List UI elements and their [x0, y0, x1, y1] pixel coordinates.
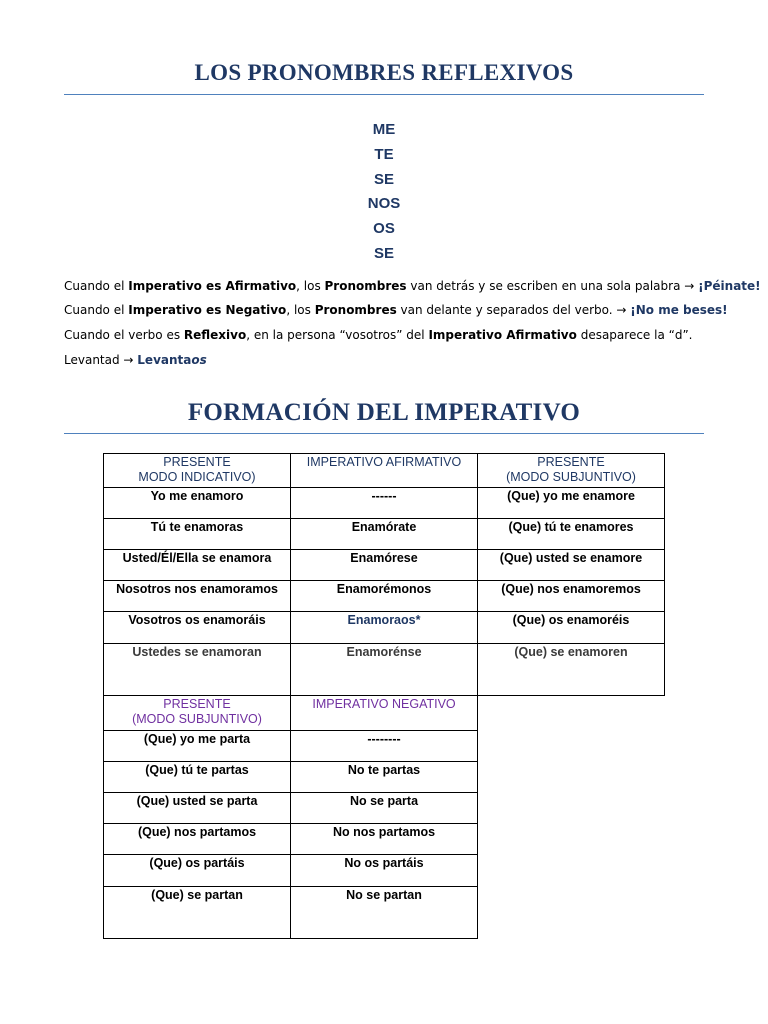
header-line: PRESENTE: [163, 455, 231, 469]
rule-reflexive-paragraph: [64, 327, 724, 343]
table-cell: (Que) usted se parta: [104, 792, 291, 823]
table-cell: Enamorénse: [291, 644, 478, 696]
header-line: PRESENTE: [163, 697, 231, 711]
bold-text: Pronombres: [324, 279, 407, 293]
table-row: [104, 612, 665, 644]
table-cell: No te partas: [291, 761, 478, 792]
bold-text: Pronombres: [314, 303, 397, 317]
bold-text: Imperativo es Negativo: [128, 303, 287, 317]
table-cell: Nosotros nos enamoramos: [104, 581, 291, 612]
text: Cuando el verbo es: [64, 328, 184, 342]
table-row: [104, 488, 665, 519]
table-cell: --------: [291, 730, 478, 761]
header-line: MODO INDICATIVO): [138, 470, 256, 484]
pronoun-item: SE: [373, 170, 394, 188]
table-row: [104, 644, 665, 696]
table-cell: Yo me enamoro: [104, 488, 291, 519]
table-cell: (Que) os partáis: [104, 854, 291, 886]
table-cell: No os partáis: [291, 854, 478, 886]
table-cell: Enamoraos*: [291, 612, 478, 644]
header-line: (MODO SUBJUNTIVO): [506, 470, 636, 484]
table-cell: Ustedes se enamoran: [104, 644, 291, 696]
table-cell: Enamorémonos: [291, 581, 478, 612]
text: desaparece la “d”.: [576, 328, 693, 342]
negative-table: [103, 696, 478, 939]
table-cell: (Que) nos enamoremos: [478, 581, 665, 612]
table-cell: Tú te enamoras: [104, 519, 291, 550]
table-cell: Enamórese: [291, 550, 478, 581]
example-paragraph: [64, 352, 724, 368]
table-row: [104, 730, 478, 761]
table-cell: (Que) os enamoréis: [478, 612, 665, 644]
table-cell: (Que) se enamoren: [478, 644, 665, 696]
section-title: FORMACIÓN DEL IMPERATIVO: [187, 399, 581, 426]
table-cell: No nos partamos: [291, 823, 478, 854]
example-text: ¡No me beses!: [630, 303, 728, 317]
text: Cuando el: [64, 279, 129, 293]
rule-negative-paragraph: [64, 302, 728, 318]
table-row: [104, 823, 478, 854]
bold-text: Imperativo Afirmativo: [428, 328, 577, 342]
table-row: [104, 550, 665, 581]
header-line: (MODO SUBJUNTIVO): [132, 712, 262, 726]
table-cell: (Que) se partan: [104, 886, 291, 938]
table-cell: Vosotros os enamoráis: [104, 612, 291, 644]
table-row: [104, 581, 665, 612]
table-cell: (Que) yo me enamore: [478, 488, 665, 519]
table-cell: No se parta: [291, 792, 478, 823]
affirmative-table: [103, 453, 665, 696]
text: Cuando el: [64, 303, 129, 317]
pronoun-item: TE: [374, 145, 394, 163]
table-row: [104, 854, 478, 886]
header-line: PRESENTE: [537, 455, 605, 469]
bold-text: Reflexivo: [183, 328, 247, 342]
text: , en la persona “vosotros” del: [246, 328, 429, 342]
table-row: [104, 761, 478, 792]
text: , los: [286, 303, 315, 317]
example-text: ¡Péinate!: [698, 279, 761, 293]
example-text-italic: os: [191, 353, 207, 367]
page-title: LOS PRONOMBRES REFLEXIVOS: [194, 60, 574, 85]
table-row: [104, 519, 665, 550]
bold-text: Imperativo es Afirmativo: [128, 279, 297, 293]
table-cell: ------: [291, 488, 478, 519]
section-divider: [64, 433, 704, 434]
pronoun-item: ME: [372, 121, 396, 138]
title-divider: [64, 94, 704, 95]
table-header-cell: [104, 696, 291, 730]
table-row: [104, 792, 478, 823]
text: van detrás y se escriben en una sola palabra →: [406, 279, 699, 293]
table-cell: No se partan: [291, 886, 478, 938]
text: Levantad →: [64, 353, 138, 367]
header-line: IMPERATIVO NEGATIVO: [312, 697, 456, 711]
pronoun-list: [334, 118, 434, 267]
table-cell: Enamórate: [291, 519, 478, 550]
table-row: [104, 886, 478, 938]
text: , los: [296, 279, 325, 293]
table-header-cell: [478, 454, 665, 488]
pronoun-item: SE: [373, 244, 394, 262]
table-header-cell: [291, 696, 478, 730]
text: van delante y separados del verbo. →: [396, 303, 631, 317]
table-cell: (Que) yo me parta: [104, 730, 291, 761]
table-header-cell: [291, 454, 478, 488]
table-header-cell: [104, 454, 291, 488]
table-cell: (Que) tú te partas: [104, 761, 291, 792]
table-header-row: [104, 454, 665, 488]
table-header-row: [104, 696, 478, 730]
example-text: Levanta: [137, 353, 192, 367]
table-cell: (Que) nos partamos: [104, 823, 291, 854]
pronoun-item: OS: [373, 220, 395, 238]
header-line: IMPERATIVO AFIRMATIVO: [306, 455, 462, 469]
table-cell: (Que) usted se enamore: [478, 550, 665, 581]
table-cell: Usted/Él/Ella se enamora: [104, 550, 291, 581]
rule-affirmative-paragraph: [64, 278, 761, 294]
table-cell: (Que) tú te enamores: [478, 519, 665, 550]
pronoun-item: NOS: [367, 195, 401, 213]
